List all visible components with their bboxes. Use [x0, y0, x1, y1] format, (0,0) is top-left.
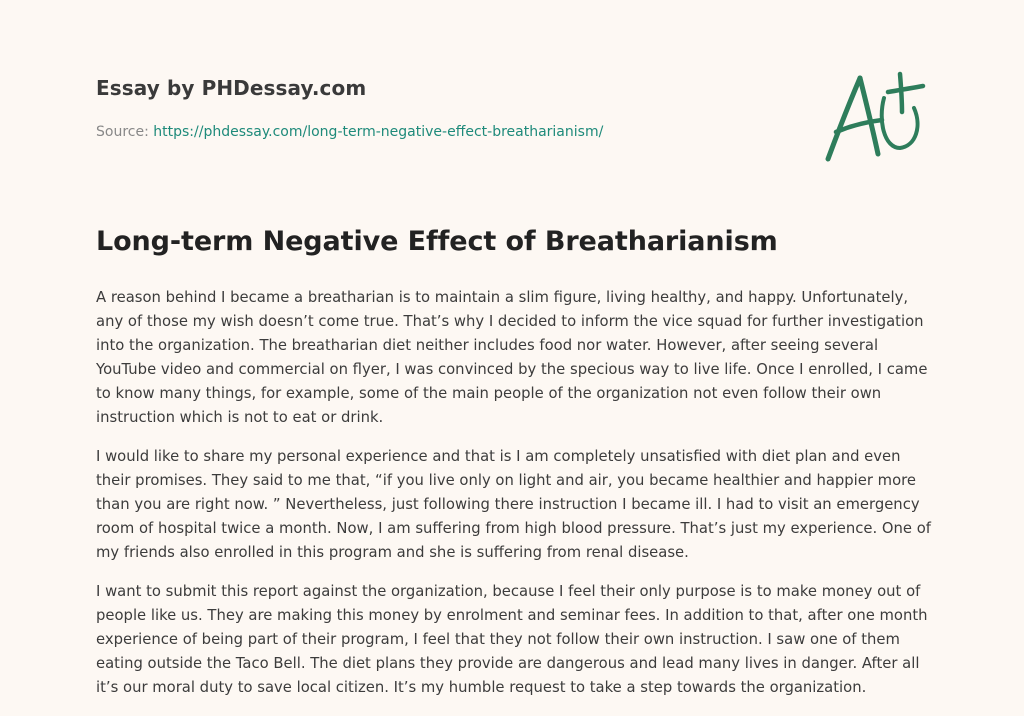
source-label: Source:	[96, 124, 149, 140]
source-line	[96, 124, 603, 140]
source-link[interactable]: https://phdessay.com/long-term-negative-effect-breatharianism/	[153, 124, 604, 140]
essay-paragraph: I would like to share my personal experience and that is I am completely unsatisfied with diet plan and even their promises. They said to me that, “if you live only on light and air, you became healthier and happier more than you are right now. ” Nevertheless, just following there instruction I became ill. I had to visit an emergency room of hospital twice a month. Now, I am suffering from high blood pressure. That’s just my experience. One of my friends also enrolled in this program and she is suffering from renal disease.	[96, 448, 931, 561]
a-plus-grade-icon	[822, 68, 930, 166]
essay-paragraph: I want to submit this report against the organization, because I feel their only purpose is to make money out of people like us. They are making this money by enrolment and seminar fees. In addition to that, after one month experience of being part of their program, I feel that they not follow their own instruction. I saw one of them eating outside the Taco Bell. The diet plans they provide are dangerous and lead many lives in danger. After all it’s our moral duty to save local citizen. It’s my humble request to take a step towards the organization.	[96, 583, 928, 696]
essay-title: Long-term Negative Effect of Breatharianism	[96, 226, 778, 257]
essay-paragraph: A reason behind I became a breatharian is to maintain a slim figure, living healthy, and happy. Unfortunately, any of those my wish doesn’t come true. That’s why I decided to inform the vice squad for further investigation into the organization. The breatharian diet neither includes food nor water. However, after seeing several YouTube video and commercial on flyer, I was convinced by the specious way to live life. Once I enrolled, I came to know many things, for example, some of the main people of the organization not even follow their own instruction which is not to eat or drink.	[96, 289, 928, 426]
site-title: Essay by PHDessay.com	[96, 76, 367, 100]
essay-body	[96, 286, 932, 715]
